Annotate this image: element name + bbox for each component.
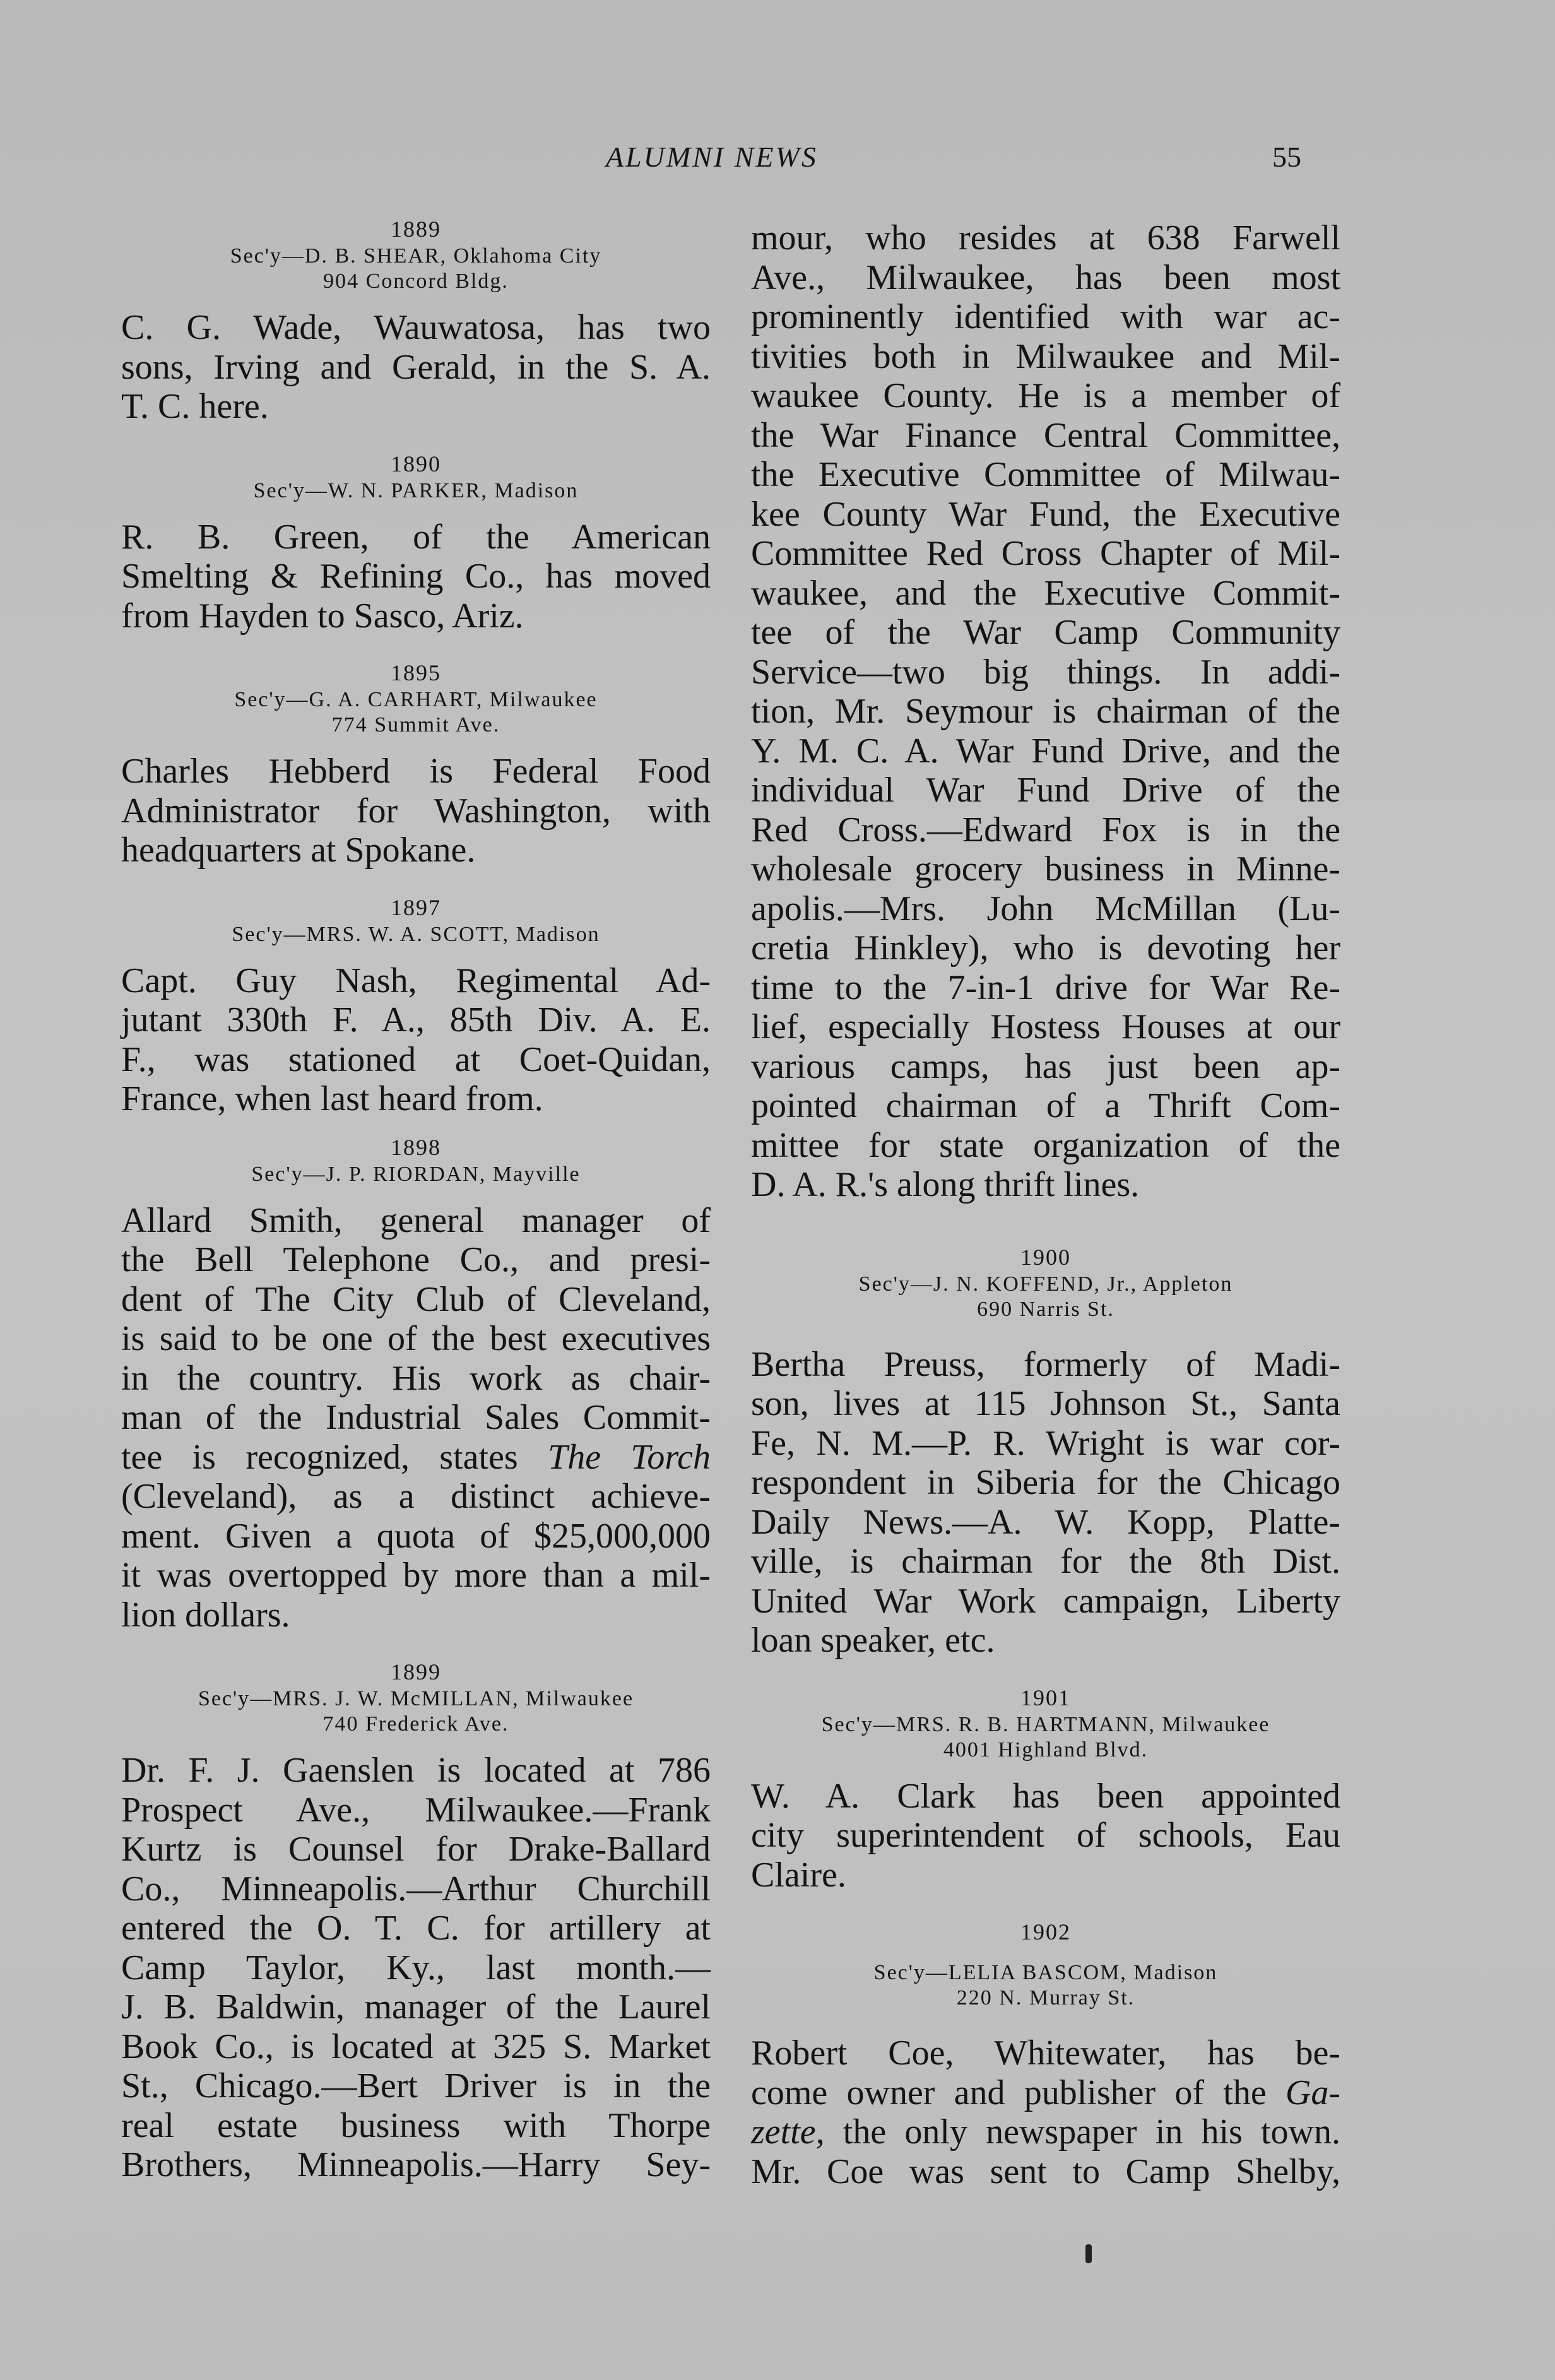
class-1902-section (751, 1917, 1340, 2191)
class-1889-section (121, 215, 711, 427)
class-secretary: Sec'y—MRS. W. A. SCOTT, Madison (232, 922, 600, 946)
left-column (121, 215, 711, 2185)
class-secretary-address: 904 Concord Bldg. (323, 269, 509, 293)
class-news-paragraph: Capt. Guy Nash, Regimental Ad- jutant 330th F. A., 85th Div. A. E. F., was stationed at Coet-Quidan, France, when last heard from. (121, 961, 711, 1118)
class-news-paragraph: W. A. Clark has been appointed city superintendent of schools, Eau Claire. (751, 1776, 1340, 1895)
class-year-heading: 1902 (1020, 1919, 1071, 1945)
class-news-paragraph: Bertha Preuss, formerly of Madi- son, lives at 115 Johnson St., Santa Fe, N. M.—P. R. Wright is war cor- respondent in Siberia for the Chicago Daily News.—A. W. Kopp, Platte- ville, is chairman for the 8th Dist. United War Work campaign, Liberty loan speaker, etc. (751, 1344, 1340, 1660)
class-news-paragraph: C. G. Wade, Wauwatosa, has two sons, Irving and Gerald, in the S. A. T. C. here. (121, 308, 711, 426)
class-1897-section (121, 893, 711, 1119)
class-secretary: Sec'y—G. A. CARHART, Milwaukee (234, 688, 598, 711)
continued-1899-section (751, 218, 1340, 1205)
class-secretary: Sec'y—W. N. PARKER, Madison (253, 478, 579, 502)
class-secretary: Sec'y—MRS. J. W. McMILLAN, Milwaukee (198, 1687, 634, 1710)
publication-title: zette, (751, 2112, 825, 2152)
class-secretary: Sec'y—D. B. SHEAR, Oklahoma City (230, 244, 602, 268)
class-year-heading: 1900 (1020, 1244, 1071, 1270)
class-secretary: Sec'y—LELIA BASCOM, Madison (873, 1961, 1218, 1984)
right-column (751, 218, 1340, 2191)
class-news-paragraph: Robert Coe, Whitewater, has be- come owner and publisher of the Ga- zette, the only newspaper in his town. Mr. Coe was sent to Camp Shelby, (751, 2034, 1340, 2191)
publication-title: Ga- (1285, 2073, 1340, 2112)
class-1890-section (121, 449, 711, 636)
class-secretary-address: 4001 Highland Blvd. (943, 1738, 1149, 1761)
class-1895-section (121, 658, 711, 870)
page-number: 55 (1272, 141, 1301, 173)
class-1901-section (751, 1683, 1340, 1895)
ink-mark (1085, 2244, 1092, 2263)
class-secretary: Sec'y—MRS. R. B. HARTMANN, Milwaukee (821, 1712, 1270, 1736)
class-year-heading: 1899 (391, 1659, 441, 1684)
class-news-paragraph: Charles Hebberd is Federal Food Administrator for Washington, with headquarters at Spokane. (121, 752, 711, 870)
class-year-heading: 1901 (1020, 1684, 1071, 1710)
class-news-paragraph: Allard Smith, general manager of the Bell Telephone Co., and presi- dent of The City Club of Cleveland, is said to be one of the best executives in the country. His work as chair- man of the Industrial Sales Commit- tee is recognized, states The Torch (Cleveland), as a distinct achieve- ment. Given a quota of $25,000,000 it was overtopped by more than a mil- lion dollars. (121, 1200, 711, 1635)
class-year-heading: 1898 (391, 1134, 441, 1160)
running-title: ALUMNI NEWS (606, 141, 818, 173)
class-1898-section (121, 1133, 711, 1635)
class-1899-section (121, 1657, 711, 2185)
class-secretary: Sec'y—J. N. KOFFEND, Jr., Appleton (858, 1272, 1233, 1296)
class-secretary-address: 740 Frederick Ave. (322, 1712, 509, 1736)
class-secretary-address: 690 Narris St. (977, 1297, 1115, 1321)
class-news-paragraph: R. B. Green, of the American Smelting & Refining Co., has moved from Hayden to Sasco, Ariz. (121, 517, 711, 636)
class-1900-section (751, 1243, 1340, 1661)
class-year-heading: 1895 (391, 660, 441, 685)
class-year-heading: 1890 (391, 451, 441, 477)
class-news-paragraph: Dr. F. J. Gaenslen is located at 786 Prospect Ave., Milwaukee.—Frank Kurtz is Counsel for Drake-Ballard Co., Minneapolis.—Arthur Churchill entered the O. T. C. for artillery at Camp Taylor, Ky., last month.— J. B. Baldwin, manager of the Laurel Book Co., is located at 325 S. Market St., Chicago.—Bert Driver is in the real estate business with Thorpe Brothers, Minneapolis.—Harry Sey- (121, 1751, 711, 2184)
class-news-paragraph: mour, who resides at 638 Farwell Ave., Milwaukee, has been most prominently identified with war ac- tivities both in Milwaukee and Mil- waukee County. He is a member of the War Finance Central Committee, the Executive Committee of Milwau- kee County War Fund, the Executive Committee Red Cross Chapter of Mil- waukee, and the Executive Commit- tee of the War Camp Community Service—two big things. In addi- tion, Mr. Seymour is chairman of the Y. M. C. A. War Fund Drive, and the individual War Fund Drive of the Red Cross.—Edward Fox is in the wholesale grocery business in Minne- apolis.—Mrs. John McMillan (Lu- cretia Hinkley), who is devoting her time to the 7-in-1 drive for War Re- lief, especially Hostess Houses at our various camps, has just been ap- pointed chairman of a Thrift Com- mittee for state organization of the D. A. R.'s along thrift lines. (751, 218, 1340, 1204)
class-year-heading: 1889 (391, 216, 441, 242)
class-secretary-address: 220 N. Murray St. (956, 1986, 1135, 2010)
class-year-heading: 1897 (391, 894, 441, 920)
class-secretary: Sec'y—J. P. RIORDAN, Mayville (251, 1162, 581, 1186)
class-secretary-address: 774 Summit Ave. (331, 713, 500, 737)
publication-title: The Torch (548, 1437, 711, 1477)
